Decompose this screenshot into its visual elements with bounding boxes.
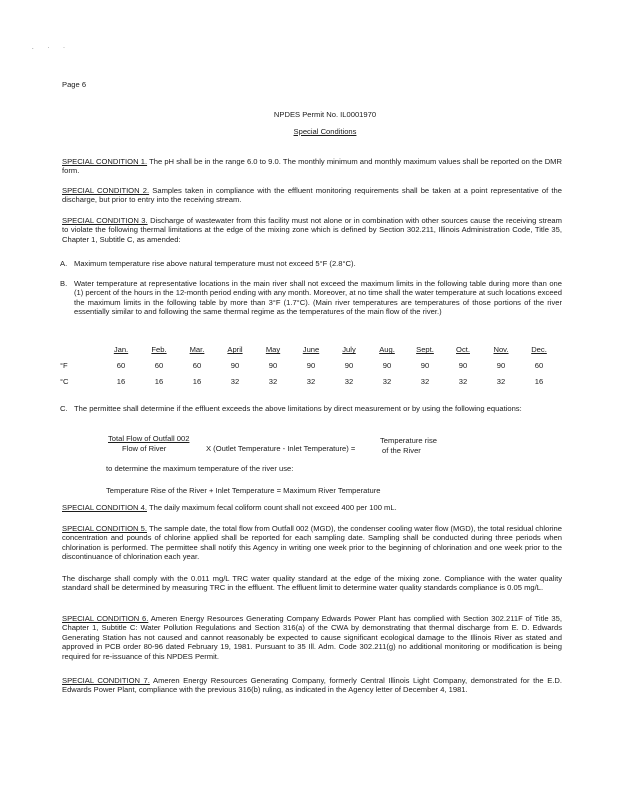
table-cell: 60: [116, 361, 126, 371]
month-header: Nov.: [493, 345, 509, 355]
table-cell: 32: [420, 377, 430, 387]
month-header: Mar.: [189, 345, 205, 355]
table-cell: 32: [458, 377, 468, 387]
special-condition-4: [62, 503, 562, 512]
condition-text: The sample date, the total flow from Outfall 002 (MGD), the condenser cooling water flow (MGD), the total residual chlorine concentration and pounds of chlorine applied shall be reported for each sampling date. Sampling shall be conducted during three periods when chlorination is performed. The permittee shall notify this Agency in writing one week prior to the beginning of chlorination and one week prior to the discontinuance of chlorination each year.: [62, 524, 562, 562]
condition-heading: SPECIAL CONDITION 2.: [62, 186, 150, 195]
special-condition-1: [62, 157, 562, 176]
table-cell: 32: [268, 377, 278, 387]
table-corner: [60, 342, 102, 358]
scan-marks: . · ·: [32, 45, 71, 51]
month-header: Jan.: [113, 345, 129, 355]
equation-rhs-top: Temperature rise: [380, 436, 437, 445]
item-text: The permittee shall determine if the effluent exceeds the above limitations by direct measurement or by using the following equations:: [74, 404, 522, 413]
section-title: Special Conditions: [293, 127, 357, 136]
condition-heading: SPECIAL CONDITION 7.: [62, 676, 150, 685]
table-cell: 16: [192, 377, 202, 387]
table-cell: 16: [534, 377, 544, 387]
equation-multiplier: X (Outlet Temperature - Inlet Temperature) =: [206, 444, 356, 453]
condition-heading: SPECIAL CONDITION 4.: [62, 503, 147, 512]
special-condition-6: [62, 614, 562, 661]
table-cell: 16: [116, 377, 126, 387]
equation-denominator: Flow of River: [122, 444, 167, 453]
condition-text: The discharge shall comply with the 0.011 mg/L TRC water quality standard at the edge of the mixing zone. Compliance with the water quality standard shall be determined by measuring TRC in the effluent. The effluent limit to determine water quality standards compliance is 0.05 mg/L.: [62, 574, 562, 593]
condition-text: Samples taken in compliance with the effluent monitoring requirements shall be taken at a point representative of the discharge, but prior to entry into the receiving stream.: [62, 186, 562, 205]
table-cell: 90: [306, 361, 316, 371]
special-condition-5-compliance: [62, 574, 562, 593]
month-header: Sept.: [416, 345, 434, 355]
equation-numerator: Total Flow of Outfall 002: [108, 434, 190, 443]
condition-text: The pH shall be in the range 6.0 to 9.0. The monthly minimum and monthly maximum values shall be reported on the DMR form.: [62, 157, 562, 176]
condition-heading: SPECIAL CONDITION 6.: [62, 614, 149, 623]
unit-label: °C: [60, 377, 69, 387]
condition-heading: SPECIAL CONDITION 3.: [62, 216, 148, 225]
table-cell: 90: [344, 361, 354, 371]
condition-text: Discharge of wastewater from this facility must not alone or in combination with other sources cause the receiving stream to violate the following thermal limitations at the edge of the mixing zone which is defined by Section 302.211, Illinois Administration Code, Title 35, Chapter 1, Subtitle C, as amended:: [62, 216, 562, 244]
page-label: Page 6: [62, 80, 87, 89]
table-cell: 60: [534, 361, 544, 371]
item-label: C.: [60, 404, 68, 413]
table-cell: 60: [192, 361, 202, 371]
month-header: Oct.: [456, 345, 470, 355]
table-cell: 32: [382, 377, 392, 387]
month-header: July: [342, 345, 356, 355]
item-label: B.: [60, 279, 68, 288]
table-cell: 32: [230, 377, 240, 387]
equation-rhs-bottom: of the River: [382, 446, 421, 455]
table-cell: 32: [496, 377, 506, 387]
table-cell: 90: [230, 361, 240, 371]
condition-text: Ameren Energy Resources Generating Company Edwards Power Plant has complied with Section 302.211F of Title 35, Chapter 1, Subtitle C: Water Pollution Regulations and Section 316(a) of the CWA by demonstrating that thermal discharge from E. D. Edwards Generating Station has not caused and cannot reasonably be expected to cause significant ecological damage to the Illinois River as stated and approved in PCB order 80-96 dated February 19, 1981. Pursuant to 35 Ill. Adm. Code 302.211(g) no additional monitoring or modification is being required for re-issuance of this NPDES Permit.: [62, 614, 562, 661]
unit-label: °F: [60, 361, 68, 371]
special-condition-3: [62, 216, 562, 244]
special-condition-7: [62, 676, 562, 695]
table-cell: 90: [268, 361, 278, 371]
table-cell: 90: [382, 361, 392, 371]
permit-number: NPDES Permit No. IL0001970: [273, 110, 377, 119]
month-header: April: [227, 345, 243, 355]
condition-text: Ameren Energy Resources Generating Company, formerly Central Illinois Light Company, demonstrated for the E.D. Edwards Power Plant, compliance with the previous 316(b) ruling, as indicated in the Agency letter of December 4, 1981.: [62, 676, 562, 695]
item-text: Water temperature at representative locations in the main river shall not exceed the maximum limits in the following table during more than one (1) percent of the hours in the 12-month period ending with any month. Moreover, at no time shall the water temperature at such locations exceed the maximum limits in the following table by more than 3°F (1.7°C). (Main river temperatures are temperatures of those portions of the river essentially similar to and following the same thermal regime as the temperatures of the main flow of the river.): [74, 279, 562, 317]
condition-text: The daily maximum fecal coliform count shall not exceed 400 per 100 mL.: [148, 503, 397, 512]
table-cell: 16: [154, 377, 164, 387]
item-label: A.: [60, 259, 68, 268]
table-row: [60, 358, 558, 374]
table-row: [60, 374, 558, 390]
month-header: May: [265, 345, 281, 355]
special-condition-2: [62, 186, 562, 205]
equation-max-river-temp: Temperature Rise of the River + Inlet Temperature = Maximum River Temperature: [106, 486, 381, 495]
item-text: Maximum temperature rise above natural temperature must not exceed 5°F (2.8°C).: [74, 259, 356, 268]
temperature-limits-table: [60, 342, 558, 390]
special-condition-5: [62, 524, 562, 562]
month-header: Aug.: [379, 345, 395, 355]
equation-instruction: to determine the maximum temperature of the river use:: [106, 464, 294, 473]
month-header: June: [302, 345, 320, 355]
table-cell: 60: [154, 361, 164, 371]
table-cell: 90: [496, 361, 506, 371]
table-cell: 32: [344, 377, 354, 387]
table-cell: 32: [306, 377, 316, 387]
table-cell: 90: [420, 361, 430, 371]
table-header-row: [60, 342, 558, 358]
month-header: Dec.: [531, 345, 547, 355]
table-cell: 90: [458, 361, 468, 371]
condition-heading: SPECIAL CONDITION 1.: [62, 157, 148, 166]
month-header: Feb.: [151, 345, 167, 355]
condition-heading: SPECIAL CONDITION 5.: [62, 524, 147, 533]
